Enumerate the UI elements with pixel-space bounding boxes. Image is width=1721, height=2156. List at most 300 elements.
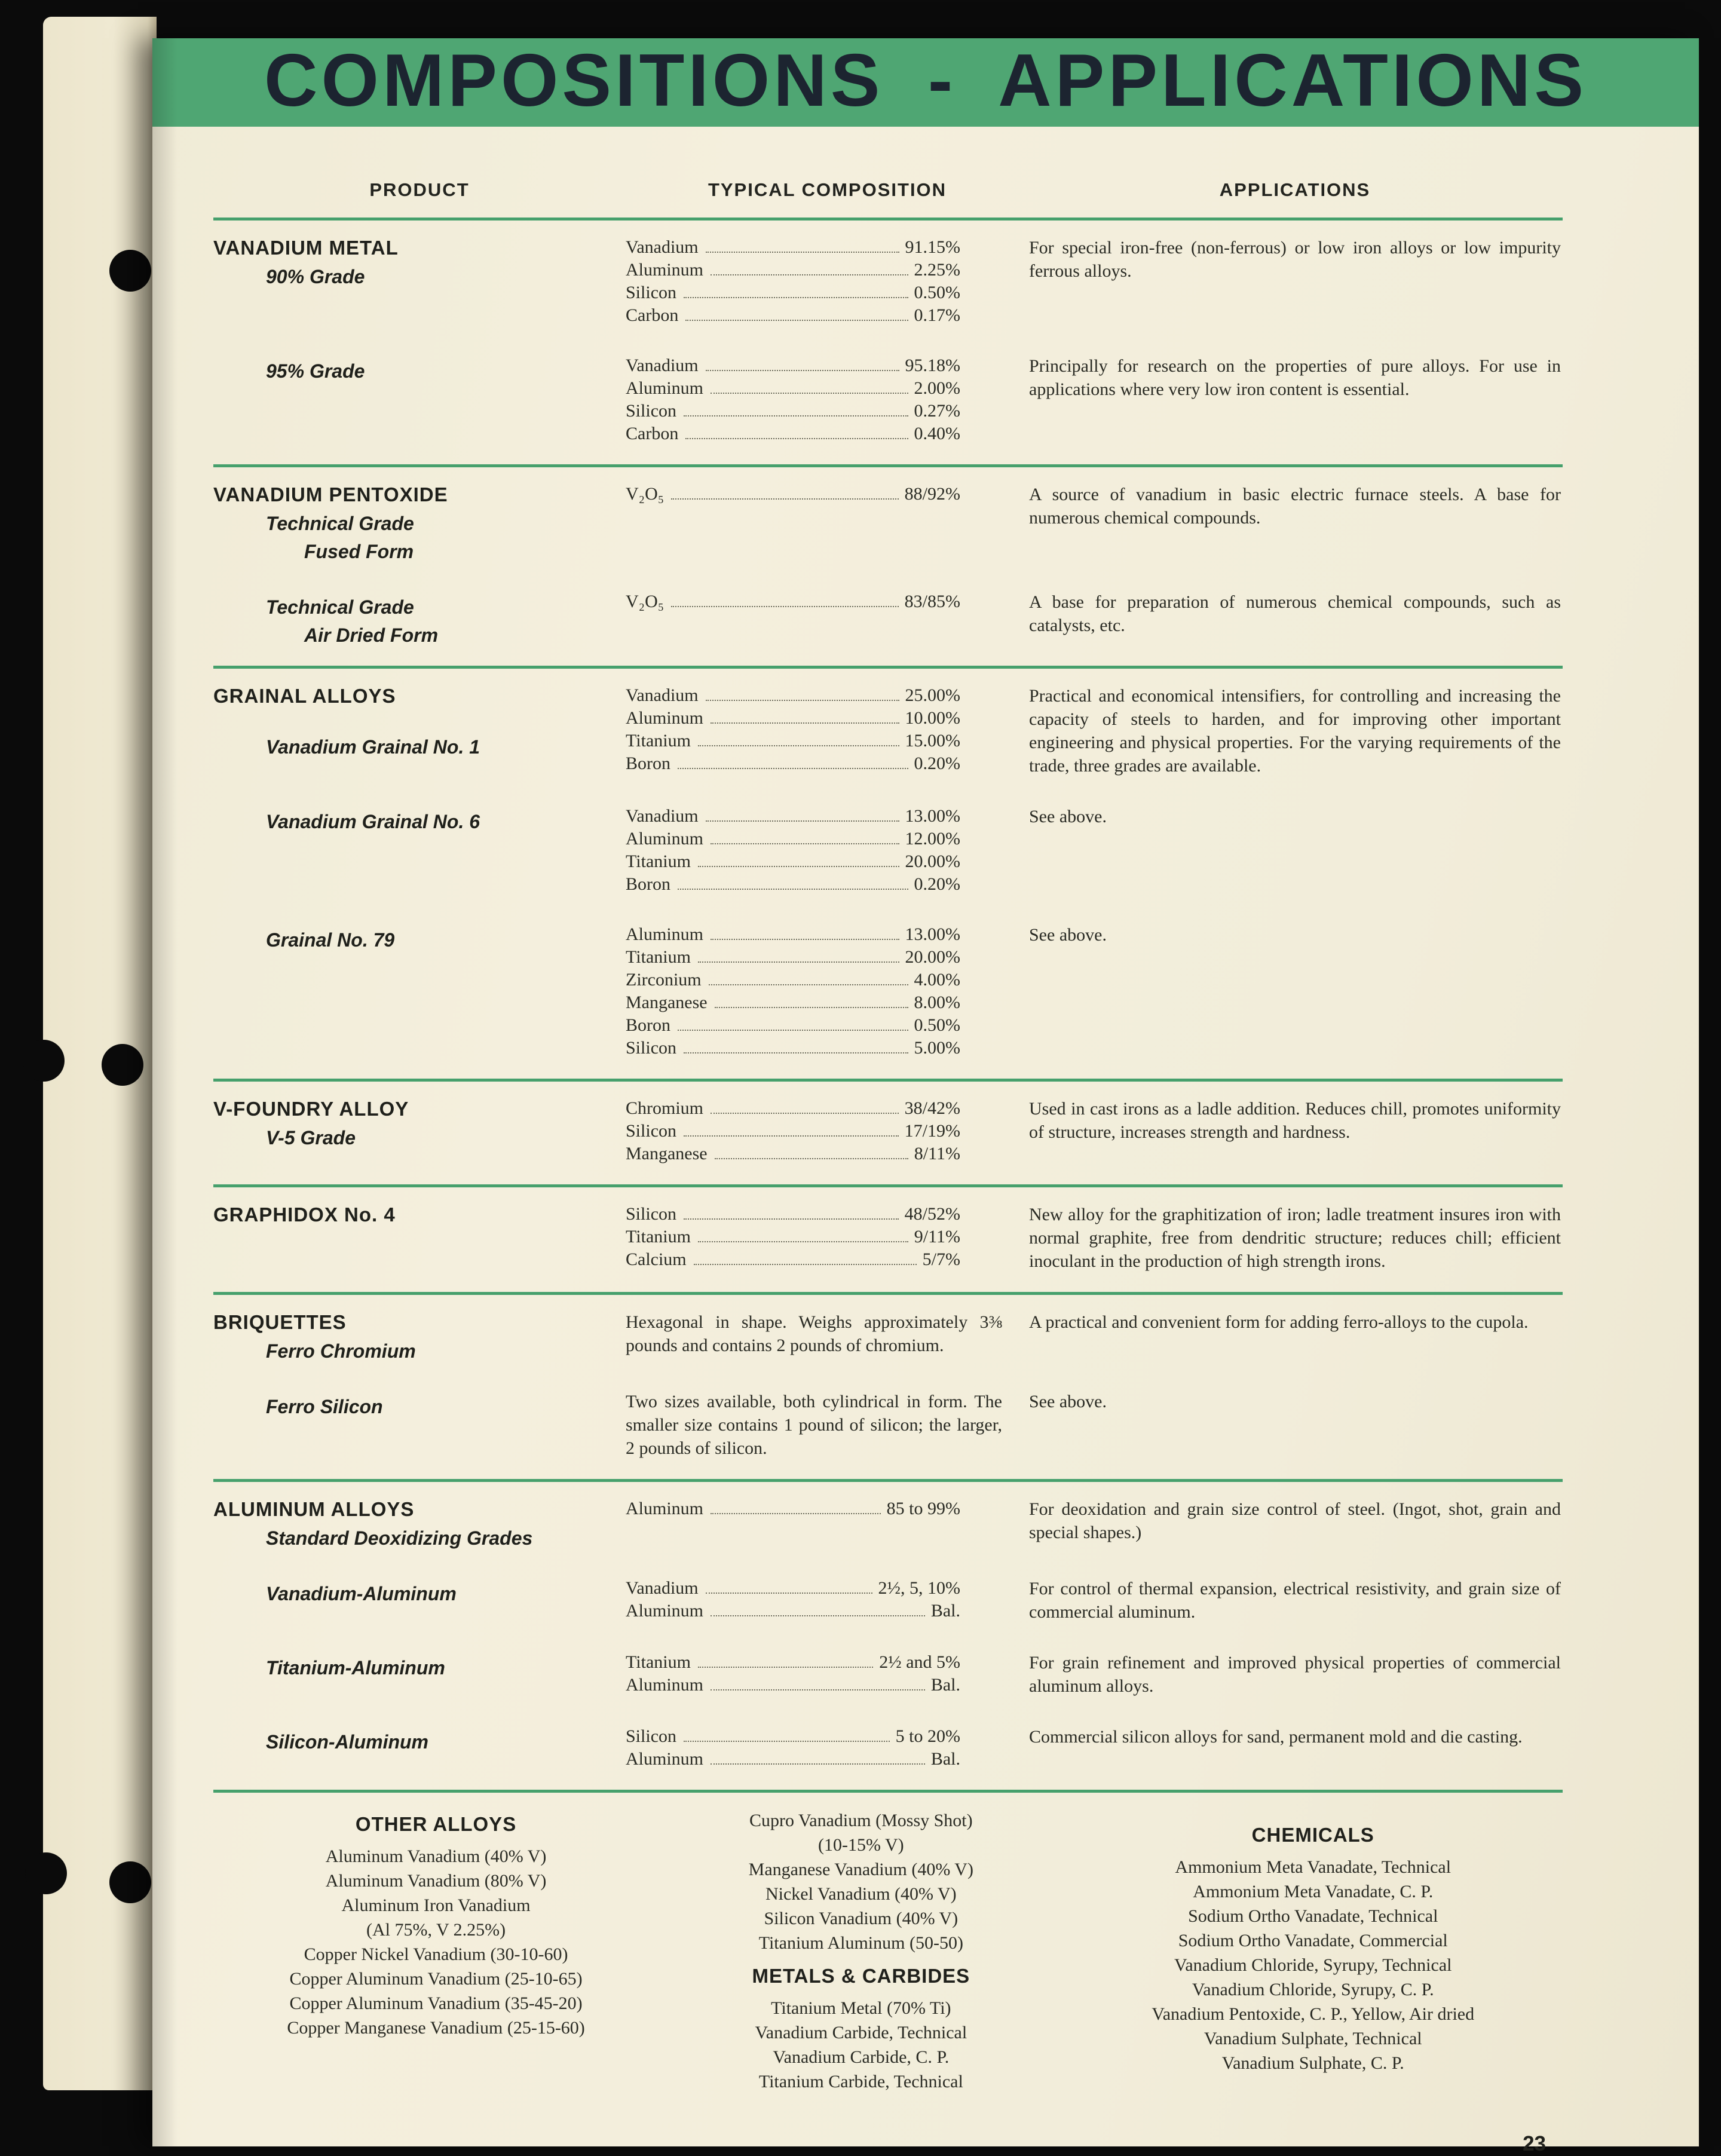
application-text: For deoxidation and grain size control of steel. (Ingot, shot, grain and special shapes.) (1029, 1499, 1561, 1542)
application-text: Commercial silicon alloys for sand, permanent mold and die casting. (1029, 1727, 1523, 1747)
element-percentage: Bal. (930, 1675, 960, 1695)
dot-leader (711, 939, 899, 940)
title-band (152, 38, 1699, 127)
element-name: Calcium (626, 1250, 687, 1269)
product-name: Technical Grade (266, 596, 414, 618)
dot-leader (684, 1135, 899, 1137)
product-name: Technical Grade (266, 513, 414, 534)
dot-leader (684, 415, 908, 416)
composition-line (626, 422, 960, 445)
footer-item: Vanadium Chloride, Syrupy, C. P. (1192, 1980, 1434, 1999)
composition-line (626, 1748, 960, 1771)
product-row (213, 236, 1563, 327)
dot-leader (711, 1113, 899, 1114)
product-row (213, 1203, 1563, 1273)
element-percentage: 83/85% (904, 592, 960, 611)
dot-leader (685, 438, 908, 439)
composition-line (626, 1097, 960, 1120)
composition-line (626, 281, 960, 304)
dot-leader (698, 866, 899, 867)
composition-line (626, 1651, 960, 1674)
element-percentage: 0.50% (914, 1015, 960, 1035)
product-cell (213, 1577, 626, 1624)
composition-cell (626, 1203, 1029, 1273)
element-name: Vanadium (626, 685, 699, 705)
product-row (213, 1390, 1563, 1460)
footer-item: (10-15% V) (818, 1835, 904, 1855)
application-text: Practical and economical intensifiers, for controlling and increasing the capacity of steels to harden, and for improving other important engineering and physical properties. For the varying requirements of the trade, three grades are available. (1029, 686, 1561, 776)
composition-table (626, 590, 960, 613)
footer-lists (213, 1793, 1563, 2094)
element-name: Silicon (626, 1726, 677, 1746)
column-header-composition: TYPICAL COMPOSITION (708, 179, 947, 200)
element-name: Aluminum (626, 1675, 704, 1695)
footer-column-chemicals (1064, 1808, 1563, 2094)
dot-leader (706, 1592, 872, 1594)
dot-leader (698, 961, 899, 963)
footer-item: Nickel Vanadium (40% V) (765, 1884, 957, 1904)
dot-leader (711, 843, 899, 844)
composition-table (626, 923, 960, 1059)
product-name: Silicon-Aluminum (266, 1731, 428, 1753)
element-percentage: 0.27% (914, 401, 960, 421)
composition-line (626, 850, 960, 873)
application-text: A practical and convenient form for adding ferro-alloys to the cupola. (1029, 1312, 1529, 1332)
composition-cell (626, 923, 1029, 1059)
dot-leader (711, 1615, 925, 1616)
element-percentage: 13.00% (905, 924, 960, 944)
composition-line (626, 752, 960, 775)
dot-leader (711, 393, 908, 394)
element-name: Chromium (626, 1098, 704, 1118)
element-name: Aluminum (626, 924, 704, 944)
table-section (213, 467, 1563, 669)
composition-line (626, 707, 960, 730)
element-percentage: 0.20% (914, 874, 960, 894)
footer-item: Cupro Vanadium (Mossy Shot) (749, 1811, 973, 1830)
composition-text: Two sizes available, both cylindrical in form. The smaller size contains 1 pound of silicon; the larger, 2 pounds of silicon. (626, 1392, 1002, 1458)
composition-line (626, 354, 960, 377)
element-percentage: 48/52% (904, 1204, 960, 1224)
composition-cell (626, 805, 1029, 896)
composition-line (626, 1226, 960, 1248)
footer-item: Titanium Metal (70% Ti) (771, 1998, 951, 2018)
dot-leader (678, 768, 908, 769)
product-cell (213, 1390, 626, 1460)
application-text: Principally for research on the properties of pure alloys. For use in applications where very low iron content is essential. (1029, 356, 1561, 399)
composition-line (626, 400, 960, 422)
composition-table (626, 354, 960, 445)
dot-leader (706, 700, 899, 701)
composition-table (626, 1497, 960, 1520)
footer-item: Sodium Ortho Vanadate, Commercial (1178, 1931, 1448, 1950)
element-percentage: 91.15% (905, 237, 960, 257)
product-name: Air Dried Form (304, 624, 439, 646)
dot-leader (706, 820, 899, 822)
footer-item: Sodium Ortho Vanadate, Technical (1188, 1906, 1438, 1926)
dot-leader (715, 1158, 908, 1159)
product-name: GRAPHIDOX No. 4 (213, 1203, 396, 1226)
footer-item: Copper Aluminum Vanadium (25-10-65) (289, 1969, 583, 1989)
product-cell (213, 590, 626, 647)
composition-line (626, 1203, 960, 1226)
footer-item: Vanadium Carbide, C. P. (773, 2047, 950, 2067)
dot-leader (678, 889, 908, 890)
element-percentage: 13.00% (905, 806, 960, 826)
composition-line (626, 1725, 960, 1748)
product-row (213, 1497, 1563, 1549)
table-section (213, 1082, 1563, 1187)
product-name: V-FOUNDRY ALLOY (213, 1098, 409, 1120)
dot-leader (711, 1513, 881, 1514)
footer-heading: METALS & CARBIDES (752, 1965, 970, 1987)
element-name: Vanadium (626, 806, 699, 826)
footer-item: Vanadium Chloride, Syrupy, Technical (1174, 1955, 1452, 1975)
application-text: For grain refinement and improved physical properties of commercial aluminum alloys. (1029, 1653, 1561, 1696)
composition-line (626, 1600, 960, 1622)
product-cell (213, 1310, 626, 1362)
element-name: Vanadium (626, 356, 699, 375)
composition-table (626, 805, 960, 896)
dot-leader (684, 1741, 890, 1742)
footer-item: Copper Manganese Vanadium (25-15-60) (287, 2018, 585, 2038)
dot-leader (678, 1030, 908, 1031)
composition-line (626, 1014, 960, 1037)
product-row (213, 354, 1563, 445)
footer-item: Vanadium Carbide, Technical (755, 2023, 967, 2042)
element-name: Vanadium (626, 1578, 699, 1598)
application-text: For special iron-free (non-ferrous) or low iron alloys or low impurity ferrous alloys. (1029, 238, 1561, 281)
composition-cell (626, 684, 1029, 777)
element-percentage: Bal. (930, 1749, 960, 1769)
composition-table (626, 236, 960, 327)
product-table (213, 220, 1563, 1793)
product-row (213, 1310, 1563, 1362)
element-percentage: 25.00% (905, 685, 960, 705)
product-cell (213, 1651, 626, 1698)
product-name: Titanium-Aluminum (266, 1657, 445, 1679)
composition-line (626, 304, 960, 327)
composition-line (626, 969, 960, 991)
product-row (213, 923, 1563, 1059)
dot-leader (711, 1689, 925, 1690)
product-name: Standard Deoxidizing Grades (266, 1527, 533, 1549)
composition-line (626, 483, 960, 506)
product-row (213, 1097, 1563, 1165)
column-header-product: PRODUCT (369, 179, 470, 200)
footer-item: (Al 75%, V 2.25%) (366, 1920, 506, 1940)
product-cell (213, 923, 626, 1059)
element-percentage: 2½ and 5% (879, 1652, 960, 1672)
footer-heading: CHEMICALS (1251, 1824, 1374, 1846)
composition-table (626, 684, 960, 775)
composition-line (626, 991, 960, 1014)
page-number: 23 (1523, 2132, 1546, 2155)
composition-table (626, 1097, 960, 1165)
element-percentage: 15.00% (905, 731, 960, 751)
product-row (213, 590, 1563, 647)
application-text: See above. (1029, 925, 1107, 945)
product-row (213, 1577, 1563, 1624)
element-name: Carbon (626, 424, 679, 443)
composition-table (626, 1577, 960, 1622)
composition-text: Hexagonal in shape. Weighs approximately 3⅜ pounds and contains 2 pounds of chromium. (626, 1312, 1002, 1355)
element-name: Titanium (626, 852, 691, 871)
composition-cell (626, 1497, 1029, 1549)
element-name: Boron (626, 874, 670, 894)
footer-item: Ammonium Meta Vanadate, Technical (1175, 1857, 1451, 1877)
product-row (213, 1725, 1563, 1771)
element-percentage: 88/92% (904, 484, 960, 504)
composition-line (626, 590, 960, 613)
composition-cell (626, 1725, 1029, 1771)
product-name: Vanadium Grainal No. 6 (266, 811, 480, 832)
element-percentage: 0.50% (914, 283, 960, 302)
element-name: Titanium (626, 1652, 691, 1672)
element-percentage: 5 to 20% (895, 1726, 960, 1746)
product-cell (213, 805, 626, 896)
product-name: VANADIUM METAL (213, 237, 399, 259)
element-percentage: 5.00% (914, 1038, 960, 1058)
dot-leader (671, 498, 898, 500)
table-section (213, 1295, 1563, 1482)
element-name: Aluminum (626, 1499, 704, 1518)
product-cell (213, 354, 626, 445)
element-name: Carbon (626, 305, 679, 325)
composition-line (626, 684, 960, 707)
dot-leader (684, 1218, 899, 1220)
footer-heading: OTHER ALLOYS (355, 1813, 517, 1835)
composition-line (626, 1674, 960, 1696)
dot-leader (698, 1667, 873, 1668)
element-percentage: 17/19% (904, 1121, 960, 1141)
element-percentage: 20.00% (905, 852, 960, 871)
dot-leader (671, 606, 898, 607)
composition-line (626, 236, 960, 259)
composition-line (626, 873, 960, 896)
dot-leader (684, 297, 908, 298)
composition-line (626, 1497, 960, 1520)
element-percentage: 12.00% (905, 829, 960, 849)
footer-item: Ammonium Meta Vanadate, C. P. (1193, 1882, 1434, 1901)
product-name: Vanadium-Aluminum (266, 1583, 457, 1604)
application-text: Used in cast irons as a ladle addition. Reduces chill, promotes uniformity of structure, increases strength and hardness. (1029, 1099, 1561, 1142)
table-column-headers (213, 179, 1563, 220)
composition-cell (626, 1097, 1029, 1165)
composition-table (626, 1203, 960, 1271)
footer-item: Copper Nickel Vanadium (30-10-60) (304, 1944, 568, 1964)
dot-leader (694, 1264, 917, 1265)
product-cell (213, 483, 626, 563)
composition-cell (626, 483, 1029, 563)
footer-item: Copper Aluminum Vanadium (35-45-20) (289, 1993, 583, 2013)
composition-cell (626, 1577, 1029, 1624)
element-name: Manganese (626, 993, 708, 1012)
product-cell (213, 1203, 626, 1273)
product-cell (213, 236, 626, 327)
element-name: Zirconium (626, 970, 702, 990)
composition-cell (626, 590, 1029, 647)
product-name: BRIQUETTES (213, 1311, 347, 1333)
element-name: Aluminum (626, 829, 704, 849)
dot-leader (711, 722, 899, 724)
element-percentage: 9/11% (914, 1227, 960, 1247)
element-name: Titanium (626, 1227, 691, 1247)
element-percentage: 85 to 99% (886, 1499, 960, 1518)
element-percentage: 0.20% (914, 754, 960, 773)
footer-item: Silicon Vanadium (40% V) (764, 1909, 959, 1928)
element-name: Aluminum (626, 1749, 704, 1769)
footer-item: Vanadium Pentoxide, C. P., Yellow, Air dried (1152, 2004, 1475, 2024)
product-cell (213, 1497, 626, 1549)
dot-leader (698, 1241, 908, 1242)
composition-cell (626, 1651, 1029, 1698)
footer-item: Titanium Aluminum (50-50) (758, 1933, 963, 1953)
composition-line (626, 1143, 960, 1165)
application-text: A source of vanadium in basic electric furnace steels. A base for numerous chemical compounds. (1029, 485, 1561, 528)
composition-cell (626, 236, 1029, 327)
application-text: New alloy for the graphitization of iron; ladle treatment insures iron with normal graphite, free from dendritic structure; reduces chill; efficient inoculant in the production of high strength irons. (1029, 1205, 1561, 1271)
product-cell (213, 684, 626, 777)
element-name: Vanadium (626, 237, 699, 257)
product-name: 95% Grade (266, 360, 365, 382)
punch-hole (23, 1040, 65, 1082)
element-percentage: 2½, 5, 10% (878, 1578, 960, 1598)
element-name: Aluminum (626, 260, 704, 280)
composition-line (626, 1120, 960, 1143)
dot-leader (711, 274, 908, 275)
element-percentage: 8/11% (914, 1144, 960, 1163)
element-name: Titanium (626, 731, 691, 751)
catalog-page (152, 38, 1699, 2155)
footer-column-metals-carbides (659, 1808, 1063, 2094)
product-name: Ferro Silicon (266, 1396, 383, 1417)
footer-item: Manganese Vanadium (40% V) (748, 1860, 973, 1879)
column-header-applications: APPLICATIONS (1219, 179, 1371, 200)
composition-cell (626, 1390, 1029, 1460)
element-name: V₂O₅ (626, 592, 664, 611)
product-name: Vanadium Grainal No. 1 (266, 736, 480, 758)
element-name: Boron (626, 754, 670, 773)
element-percentage: 8.00% (914, 993, 960, 1012)
element-name: Aluminum (626, 1601, 704, 1621)
footer-item: Aluminum Iron Vanadium (341, 1895, 531, 1915)
application-text: See above. (1029, 807, 1107, 826)
footer-item: Vanadium Sulphate, C. P. (1221, 2053, 1404, 2073)
element-percentage: 95.18% (905, 356, 960, 375)
punch-hole (109, 1861, 151, 1903)
composition-table (626, 483, 960, 506)
composition-line (626, 1248, 960, 1271)
punch-hole (109, 250, 151, 292)
product-cell (213, 1725, 626, 1771)
dot-leader (715, 1007, 908, 1008)
dot-leader (698, 745, 899, 746)
composition-line (626, 946, 960, 969)
composition-line (626, 259, 960, 281)
element-percentage: 2.00% (914, 378, 960, 398)
element-name: Aluminum (626, 708, 704, 728)
composition-line (626, 805, 960, 828)
dot-leader (711, 1763, 925, 1765)
composition-line (626, 1577, 960, 1600)
dot-leader (685, 320, 908, 321)
table-section (213, 1482, 1563, 1793)
element-percentage: 10.00% (905, 708, 960, 728)
element-name: Manganese (626, 1144, 708, 1163)
table-section (213, 1187, 1563, 1295)
application-text: For control of thermal expansion, electrical resistivity, and grain size of commercial aluminum. (1029, 1579, 1561, 1622)
product-name: Ferro Chromium (266, 1340, 416, 1362)
punch-hole (25, 1852, 67, 1894)
composition-line (626, 730, 960, 752)
product-name: ALUMINUM ALLOYS (213, 1498, 415, 1520)
dot-leader (709, 984, 908, 985)
element-percentage: 0.17% (914, 305, 960, 325)
dot-leader (684, 1052, 908, 1054)
page-title: COMPOSITIONS - APPLICATIONS (264, 39, 1588, 122)
footer-item: Titanium Carbide, Technical (758, 2072, 963, 2091)
element-name: Silicon (626, 283, 677, 302)
element-name: Boron (626, 1015, 670, 1035)
footer-item: Vanadium Sulphate, Technical (1204, 2029, 1422, 2048)
table-section (213, 669, 1563, 1082)
element-percentage: 38/42% (904, 1098, 960, 1118)
element-percentage: Bal. (930, 1601, 960, 1621)
element-name: Silicon (626, 401, 677, 421)
product-name: VANADIUM PENTOXIDE (213, 483, 448, 506)
composition-cell (626, 354, 1029, 445)
product-name: Fused Form (304, 541, 414, 562)
element-percentage: 5/7% (922, 1250, 960, 1269)
product-cell (213, 1097, 626, 1165)
composition-table (626, 1651, 960, 1696)
dot-leader (706, 370, 899, 371)
product-name: GRAINAL ALLOYS (213, 685, 396, 707)
composition-line (626, 377, 960, 400)
element-percentage: 20.00% (905, 947, 960, 967)
element-name: Aluminum (626, 378, 704, 398)
element-name: Silicon (626, 1204, 677, 1224)
application-text: See above. (1029, 1392, 1107, 1411)
composition-line (626, 923, 960, 946)
element-name: Silicon (626, 1121, 677, 1141)
composition-line (626, 1037, 960, 1059)
product-name: Grainal No. 79 (266, 929, 395, 951)
element-percentage: 4.00% (914, 970, 960, 990)
footer-item: Aluminum Vanadium (80% V) (325, 1871, 547, 1891)
page-content (152, 127, 1699, 2156)
element-percentage: 2.25% (914, 260, 960, 280)
product-row (213, 684, 1563, 777)
element-name: Titanium (626, 947, 691, 967)
table-section (213, 220, 1563, 467)
composition-cell (626, 1310, 1029, 1362)
footer-item: Aluminum Vanadium (40% V) (325, 1846, 547, 1866)
punch-hole (102, 1044, 143, 1086)
product-name: 90% Grade (266, 266, 365, 287)
element-name: V₂O₅ (626, 484, 664, 504)
application-text: A base for preparation of numerous chemical compounds, such as catalysts, etc. (1029, 592, 1561, 635)
element-percentage: 0.40% (914, 424, 960, 443)
dot-leader (706, 252, 899, 253)
product-name: V-5 Grade (266, 1127, 356, 1149)
product-row (213, 1651, 1563, 1698)
product-row (213, 805, 1563, 896)
composition-line (626, 828, 960, 850)
product-row (213, 483, 1563, 563)
footer-column-other-alloys (213, 1808, 659, 2094)
